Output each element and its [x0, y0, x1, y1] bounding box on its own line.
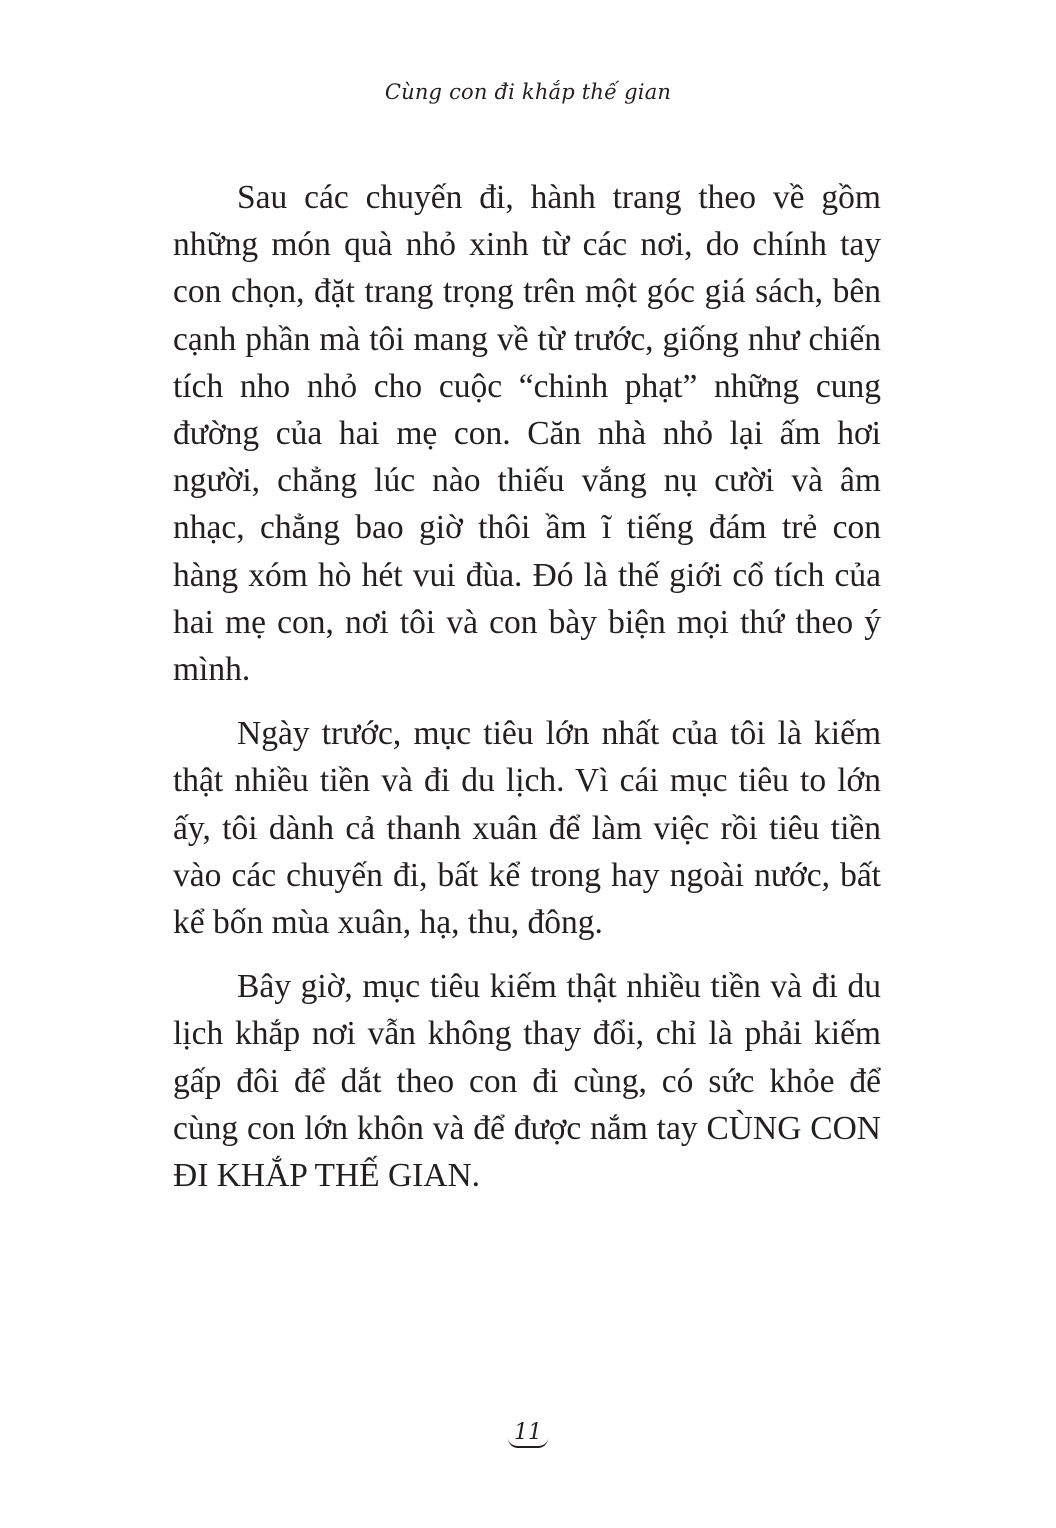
paragraph-2: Ngày trước, mục tiêu lớn nhất của tôi là kiếm thật nhiều tiền và đi du lịch. Vì cái mục tiêu to lớn ấy, tôi dành cả thanh xuân để làm việc rồi tiêu tiền vào các chuyến đi, bất kể trong hay ngoài nước, bất kể bốn mùa xuân, hạ, thu, đông. — [173, 715, 881, 942]
paragraph-1: Sau các chuyến đi, hành trang theo về gồm những món quà nhỏ xinh từ các nơi, do chính tay con chọn, đặt trang trọng trên một góc giá sách, bên cạnh phần mà tôi mang về từ trước, giống như chiến tích nho nhỏ cho cuộc “chinh phạt” những cung đường của hai mẹ con. Căn nhà nhỏ lại ấm hơi người, chẳng lúc nào thiếu vắng nụ cười và âm nhạc, chẳng bao giờ thôi ầm ĩ tiếng đám trẻ con hàng xóm hò hét vui đùa. Đó là thế giới cổ tích của hai mẹ con, nơi tôi và con bày biện mọi thứ theo ý mình. — [173, 179, 881, 689]
running-header-title: Cùng con đi khắp thế gian — [384, 80, 672, 104]
body-text — [173, 174, 881, 1216]
paragraph-3: Bây giờ, mục tiêu kiếm thật nhiều tiền và đi du lịch khắp nơi vẫn không thay đổi, chỉ là phải kiếm gấp đôi để dắt theo con đi cùng, có sức khỏe để cùng con lớn khôn và để được nắm tay CÙNG CON ĐI KHẮP THẾ GIAN. — [173, 968, 881, 1195]
page-number-container — [0, 1420, 1056, 1448]
page-number: 11 — [508, 1422, 548, 1448]
